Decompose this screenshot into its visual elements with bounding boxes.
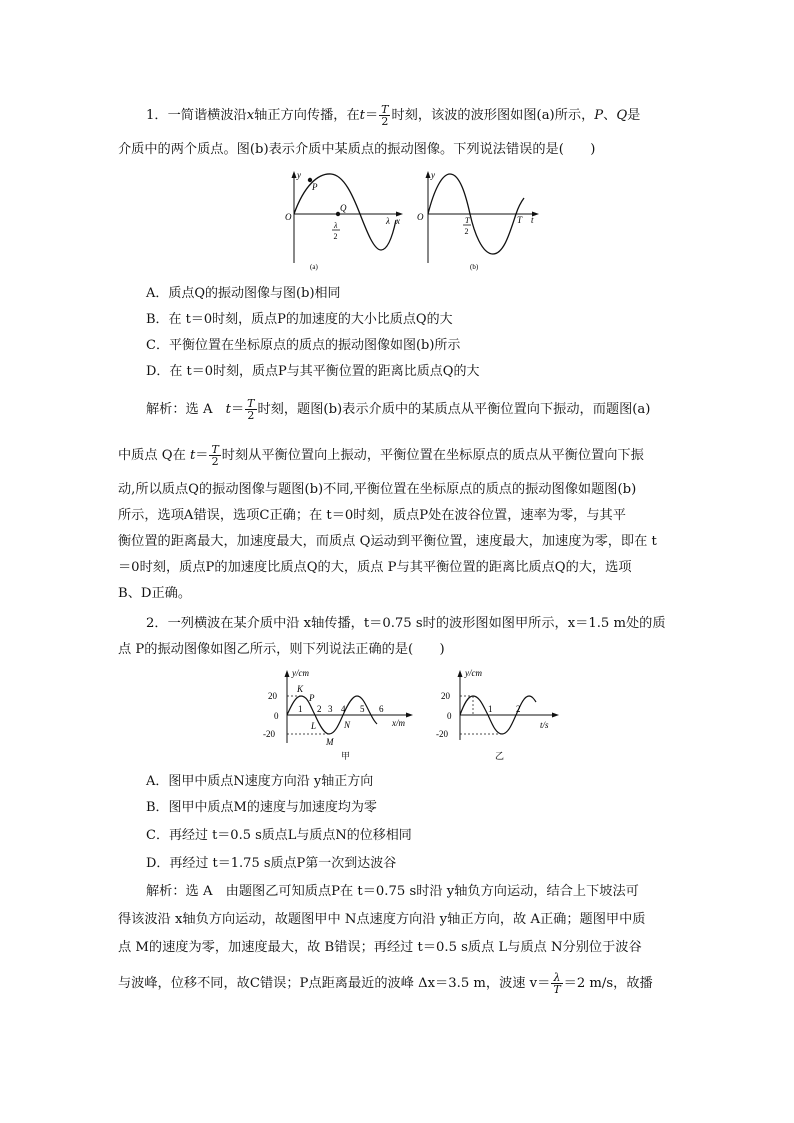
- fig-a-caption: (a): [310, 263, 318, 271]
- q1-analysis-line1: 解析：选 A t＝ $\frac{T}{2}$ 时刻，题图(b)表示介质中的某质点从平衡位置向下振动，而题图(a): [146, 397, 651, 422]
- q2-option-b: B．图甲中质点M的速度与加速度均为零: [146, 800, 377, 815]
- q1-figure-a: [282, 168, 407, 273]
- q1-option-b: B．在 t＝0时刻，质点P的加速度的大小比质点Q的大: [146, 312, 453, 327]
- fig-b-y-label: y: [431, 170, 435, 180]
- q1-analysis-line4: 所示，选项A错误，选项C正确；在 t＝0时刻，质点P处在波谷位置，速率为零，与其平: [118, 508, 626, 523]
- fig-jia-k-label: K: [297, 684, 304, 694]
- fig-yi-tick-1: 1: [488, 704, 493, 714]
- fig-jia-tick-4: 4: [341, 704, 346, 714]
- fig-jia-tick-3: 3: [328, 704, 333, 714]
- q1-fraction: $\frac{T}{2}$: [381, 103, 389, 128]
- q2-stem-line2: 点 P的振动图像如图乙所示，则下列说法正确的是( ): [118, 642, 445, 657]
- fig-yi-y20: 20: [441, 691, 450, 701]
- fig-jia-tick-2: 2: [317, 704, 322, 714]
- q2-option-a: A．图甲中质点N速度方向沿 y轴正方向: [146, 774, 374, 789]
- fig-jia-caption: 甲: [341, 751, 351, 761]
- fig-jia-y0: 0: [274, 711, 279, 721]
- fig-jia-m-label: M: [326, 737, 334, 747]
- fig-jia-tick-1: 1: [298, 704, 303, 714]
- q1-option-a: A．质点Q的振动图像与图(b)相同: [146, 286, 341, 301]
- fig-b-t-period: T: [517, 215, 523, 225]
- fig-jia-y-label: y/cm: [292, 668, 309, 678]
- fig-b-caption: (b): [470, 263, 479, 271]
- fig-yi-caption: 乙: [495, 751, 505, 761]
- fig-a-y-label: y: [297, 170, 301, 180]
- q2-figure-yi: [432, 668, 562, 763]
- q1-stem-line2: 介质中的两个质点。图(b)表示介质中某质点的振动图像。下列说法错误的是( ): [118, 142, 596, 157]
- q1-analysis-line5: 衡位置的距离最大，加速度最大，而质点 Q运动到平衡位置，速度最大，加速度为零，即在 t: [118, 534, 657, 549]
- fig-a-half-num: λ: [334, 221, 338, 230]
- fig-jia-n-label: N: [344, 720, 351, 730]
- q1-option-c: C．平衡位置在坐标原点的质点的振动图像如图(b)所示: [146, 338, 461, 353]
- fig-a-lambda: λ: [386, 216, 390, 226]
- fig-a-p-label: P: [312, 182, 318, 192]
- fig-yi-tick-2: 2: [516, 704, 521, 714]
- q2-wave-speed-fraction: $\frac{\lambda}{T}$: [553, 971, 561, 996]
- fig-b-origin: O: [417, 212, 424, 222]
- fig-b-half-den: 2: [464, 227, 469, 236]
- q1-option-d: D．在 t＝0时刻，质点P与其平衡位置的距离比质点Q的大: [146, 364, 480, 379]
- q1-analysis-fraction-2: $\frac{T}{2}$: [211, 443, 219, 468]
- q1-analysis-line2: 中质点 Q在 t＝ $\frac{T}{2}$ 时刻从平衡位置向上振动，平衡位置在坐标原点的质点从平衡位置向下振: [118, 443, 644, 468]
- fig-yi-y-label: y/cm: [465, 668, 482, 678]
- q1-analysis-fraction-1: $\frac{T}{2}$: [247, 397, 255, 422]
- q1-stem-line1: 1．一简谐横波沿x轴正方向传播，在t＝ $\frac{T}{2}$ 时刻，该波的波形图如图(a)所示，P、Q是: [146, 103, 641, 128]
- q1-analysis-line6: ＝0时刻，质点P的加速度比质点Q的大，质点 P与其平衡位置的距离比质点Q的大，选项: [118, 560, 632, 575]
- fig-jia-tick-6: 6: [379, 704, 384, 714]
- q1-analysis-line3: 动,所以质点Q的振动图像与题图(b)不同,平衡位置在坐标原点的质点的振动图像如题图(b): [118, 482, 637, 497]
- fig-jia-x-label: x/m: [392, 718, 405, 728]
- q2-analysis-line1: 解析：选 A 由题图乙可知质点P在 t＝0.75 s时沿 y轴负方向运动，结合上下坡法可: [146, 884, 639, 899]
- fig-b-half-num: T: [465, 216, 470, 225]
- fig-a-x-label: x: [396, 216, 400, 226]
- fig-a-half-den: 2: [333, 232, 338, 241]
- fig-jia-y20: 20: [268, 691, 277, 701]
- q2-analysis-line3: 点 M的速度为零，加速度最大，故 B错误；再经过 t＝0.5 s质点 L与质点 N分别位于波谷: [118, 940, 642, 955]
- fig-jia-p-label: P: [309, 693, 315, 703]
- fig-yi-yneg20: -20: [436, 729, 448, 739]
- q2-option-c: C．再经过 t＝0.5 s质点L与质点N的位移相同: [146, 828, 412, 843]
- q2-analysis-line4: 与波峰，位移不同，故C错误；P点距离最近的波峰 Δx＝3.5 m，波速 v＝ $\frac{\lambda}{T}$ ＝2 m/s，故播: [118, 971, 653, 996]
- fig-jia-yneg20: -20: [263, 729, 275, 739]
- fig-yi-y0: 0: [447, 711, 452, 721]
- q2-figure-jia: [262, 668, 422, 763]
- q1-analysis-line7: B、D正确。: [118, 586, 192, 601]
- q2-analysis-line2: 得该波沿 x轴负方向运动，故题图甲中 N点速度方向沿 y轴正方向，故 A正确；题图甲中质: [118, 912, 646, 927]
- fig-b-t-label: t: [531, 215, 534, 225]
- q1-figure-b: [414, 168, 544, 273]
- fig-a-q-label: Q: [340, 203, 347, 213]
- q2-stem-line1: 2．一列横波在某介质中沿 x轴传播，t＝0.75 s时的波形图如图甲所示，x＝1.5 m处的质: [146, 616, 666, 631]
- q2-option-d: D．再经过 t＝1.75 s质点P第一次到达波谷: [146, 856, 397, 871]
- fig-yi-x-label: t/s: [540, 720, 549, 730]
- fig-jia-tick-5: 5: [360, 704, 365, 714]
- fig-a-origin: O: [285, 212, 292, 222]
- fig-jia-l-label: L: [311, 721, 317, 731]
